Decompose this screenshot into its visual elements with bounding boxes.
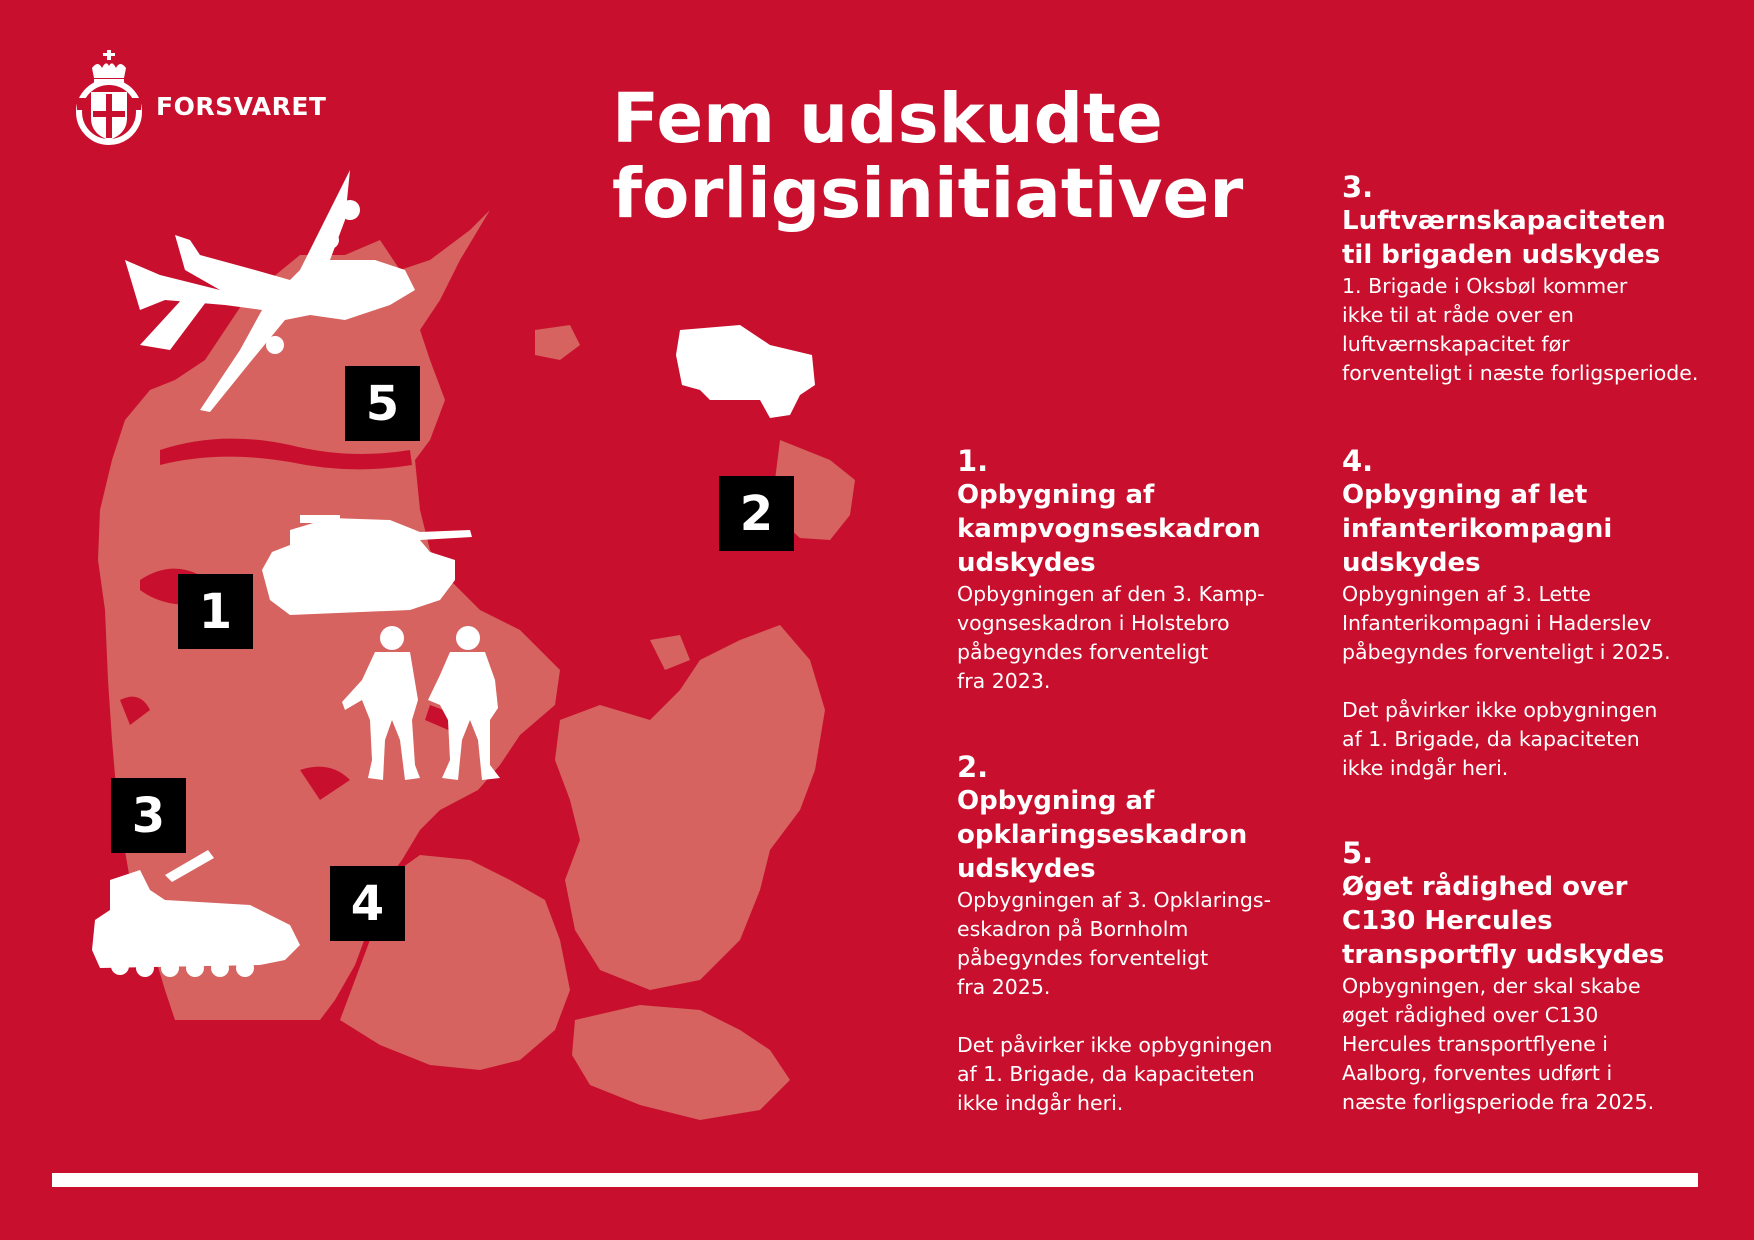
body-line: luftværnskapacitet før [1342,332,1570,356]
body-line: Det påvirker ikke opbygningen [1342,698,1658,722]
heading-line: udskydes [957,854,1096,884]
initiative-body [1342,580,1672,783]
body-line: øget rådighed over C130 [1342,1003,1599,1027]
map-badge-1: 1 [178,574,253,649]
body-line: ikke til at råde over en [1342,303,1574,327]
initiative-number: 4. [1342,444,1374,478]
heading-line: kampvognseskadron [957,514,1261,544]
initiative-heading [1342,478,1672,580]
initiative-body [957,580,1287,696]
initiative-heading [1342,204,1672,272]
initiative-body [957,886,1287,1118]
crown-shield-icon [72,48,148,148]
body-line: vognseskadron i Holstebro [957,611,1230,635]
initiative-number: 3. [1342,170,1374,204]
initiative-5 [1342,836,1672,1117]
body-line: forventeligt i næste forligsperiode. [1342,361,1699,385]
jeep-icon [676,325,815,418]
initiative-heading [1342,870,1672,972]
body-line: eskadron på Bornholm [957,917,1189,941]
heading-line: Luftværnskapaciteten [1342,206,1666,236]
denmark-map [0,160,880,1160]
body-line: Hercules transportflyene i [1342,1032,1608,1056]
body-line: ikke indgår heri. [957,1091,1124,1115]
forsvaret-logo [72,48,327,148]
heading-line: udskydes [1342,548,1481,578]
body-line: næste forligsperiode fra 2025. [1342,1090,1655,1114]
body-line: påbegyndes forventeligt [957,640,1209,664]
initiative-body [1342,272,1699,388]
initiative-body [1342,972,1672,1117]
heading-line: Opbygning af [957,786,1155,816]
heading-line: transportfly udskydes [1342,940,1665,970]
initiative-number: 1. [957,444,989,478]
body-line: fra 2023. [957,669,1051,693]
heading-line: opklaringseskadron [957,820,1248,850]
heading-line: til brigaden udskydes [1342,240,1661,270]
title-line-1: Fem udskudte [612,79,1163,159]
initiative-heading [957,478,1287,580]
initiative-4 [1342,444,1672,783]
initiative-heading [957,784,1287,886]
body-line: af 1. Brigade, da kapaciteten [1342,727,1640,751]
map-badge-5: 5 [345,366,420,441]
map-badge-4: 4 [330,866,405,941]
body-line: Aalborg, forventes udført i [1342,1061,1613,1085]
heading-line: Øget rådighed over [1342,872,1628,902]
map-badge-3: 3 [111,778,186,853]
heading-line: udskydes [957,548,1096,578]
body-line: Opbygningen af 3. Opklarings- [957,888,1271,912]
heading-line: Opbygning af let [1342,480,1588,510]
body-line: Opbygningen af den 3. Kamp- [957,582,1265,606]
logo-text: FORSVARET [156,92,327,121]
initiative-number: 5. [1342,836,1374,870]
initiative-1 [957,444,1287,696]
body-line: fra 2025. [957,975,1051,999]
body-line: ikke indgår heri. [1342,756,1509,780]
body-line: Opbygningen af 3. Lette [1342,582,1591,606]
body-line: af 1. Brigade, da kapaciteten [957,1062,1255,1086]
body-line: 1. Brigade i Oksbøl kommer [1342,274,1628,298]
body-line: påbegyndes forventeligt [957,946,1209,970]
footer-divider [52,1173,1698,1187]
body-line: Det påvirker ikke opbygningen [957,1033,1273,1057]
initiative-2 [957,750,1287,1118]
heading-line: C130 Hercules [1342,906,1553,936]
heading-line: Opbygning af [957,480,1155,510]
body-line: påbegyndes forventeligt i 2025. [1342,640,1671,664]
heading-line: infanterikompagni [1342,514,1613,544]
map-badge-2: 2 [719,476,794,551]
initiative-number: 2. [957,750,989,784]
body-line: Infanterikompagni i Haderslev [1342,611,1652,635]
initiative-3 [1342,170,1699,388]
body-line: Opbygningen, der skal skabe [1342,974,1641,998]
title-line-2: forligsinitiativer [612,154,1244,234]
